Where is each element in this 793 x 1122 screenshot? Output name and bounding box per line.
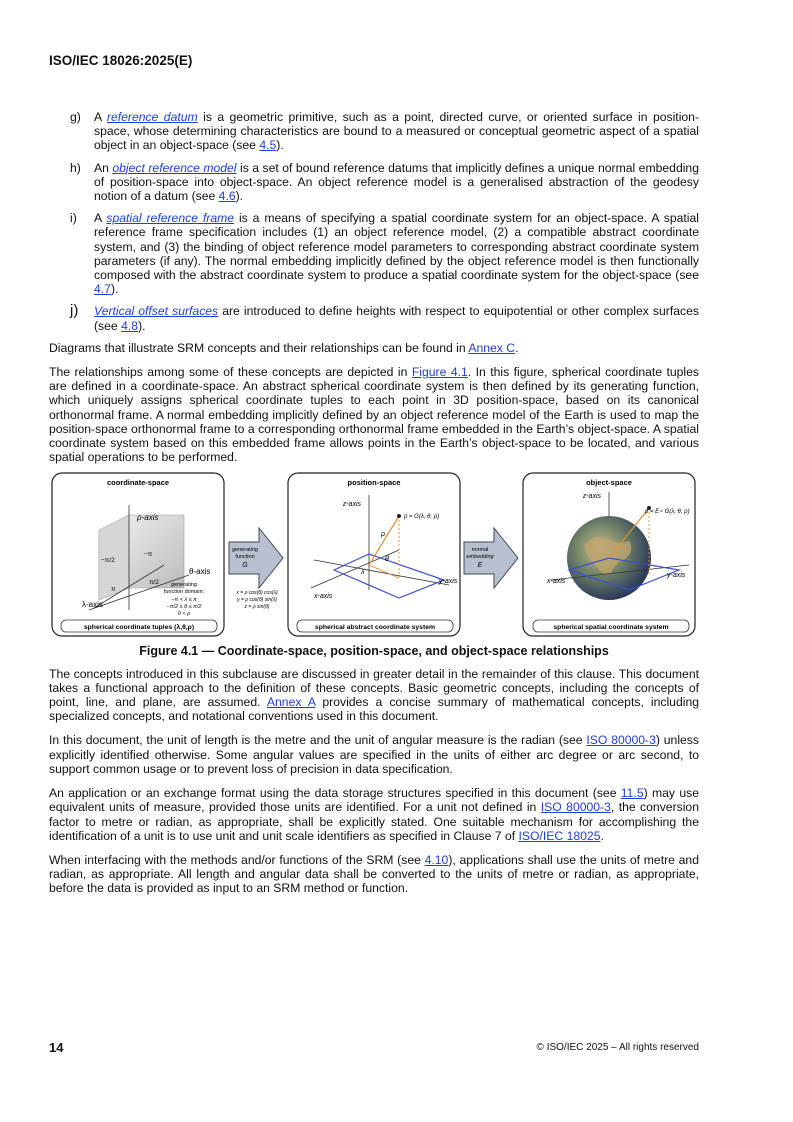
paragraph-relationships — [49, 365, 699, 464]
paragraph-units — [49, 733, 699, 776]
panel-title: position-space — [347, 478, 401, 488]
domain-title-2: function domain: — [163, 589, 205, 596]
normal-embedding-arrow — [464, 528, 518, 588]
text-run: provides a concise summary of mathematical concepts, including specialized concepts, and notational conventions used in this document. — [49, 695, 699, 724]
theta-label: θ — [385, 556, 389, 564]
domain-constraint-3: 0 < ρ — [177, 611, 191, 618]
text-run: are introduced to define heights with respect to equipotential or other complex surfaces (see — [94, 304, 699, 333]
item-label: i) — [70, 211, 77, 226]
text-run: An — [94, 160, 113, 175]
annex-c-link[interactable]: Annex C — [468, 340, 516, 355]
document-header: ISO/IEC 18026:2025(E) — [49, 53, 193, 68]
equation-x: x = ρ cos(θ) cos(λ) — [236, 590, 278, 597]
text-run: ). — [138, 318, 146, 333]
figure-4-1 — [49, 470, 699, 640]
item-label: g) — [70, 110, 81, 124]
text-run: ) may use equivalent units of measure, provided those units are identified. For a unit not defined in — [49, 786, 699, 815]
text-run: ). — [235, 189, 244, 204]
panel-frame — [288, 473, 460, 636]
item-text — [94, 211, 699, 296]
text-run: In this document, the unit of length is the metre and the unit of angular measure is the radian (see — [49, 733, 587, 748]
equation-y: y = ρ cos(θ) sin(λ) — [237, 597, 277, 604]
iso-80000-3-link[interactable]: ISO 80000-3 — [586, 733, 656, 748]
pi-label: π — [111, 586, 116, 594]
term-link[interactable]: spatial reference frame — [106, 211, 235, 226]
list-item-i — [49, 211, 699, 296]
arrow-label-1: generating — [232, 547, 258, 554]
text-run: . — [515, 340, 519, 355]
panel-coordinate-space — [52, 473, 224, 636]
list-item-g — [49, 110, 699, 153]
paragraph-concepts — [49, 667, 699, 724]
theta-axis-label: θ-axis — [189, 567, 211, 577]
section-4-10-link[interactable]: 4.10 — [424, 852, 449, 867]
text-run: ), applications shall use the units of metre and radian, as appropriate. All length and angular data shall be converted to the units of metre or radian, as appropriate, before the data is provided as input to an SRM method or function. — [49, 852, 699, 896]
text-run: ) unless explicitly identified otherwise. Some angular values are specified in the units of either arc degree or arc second, to support common usage or to prevent loss of precision in data specification. — [49, 733, 699, 776]
text-run: . — [600, 828, 604, 843]
panel-footer: spherical spatial coordinate system — [553, 624, 669, 632]
panel-object-space — [523, 473, 695, 636]
rho-label: ρ — [381, 531, 386, 539]
arrow-label-3: E — [477, 562, 483, 570]
lambda-axis-label: λ-axis — [82, 600, 103, 610]
section-link[interactable]: 4.5 — [259, 138, 277, 153]
text-run: When interfacing with the methods and/or functions of the SRM (see — [49, 852, 425, 867]
text-run: Diagrams that illustrate SRM concepts and their relationships can be found in — [49, 340, 469, 355]
item-label: j) — [70, 302, 79, 320]
domain-constraint-1: −π < λ ≤ π — [171, 597, 197, 604]
text-run: An application or an exchange format using the data storage structures specified in this document (see — [49, 786, 621, 801]
item-label: h) — [70, 160, 81, 175]
arrow-label-1: normal — [471, 547, 489, 554]
neg-half-pi-label: −π/2 — [101, 557, 115, 565]
page-number: 14 — [49, 1040, 64, 1055]
point-p-label: p = E∘ G(λ, θ, ρ) — [645, 509, 690, 516]
panel-footer: spherical coordinate tuples (λ,θ,ρ) — [83, 624, 195, 632]
section-link[interactable]: 4.7 — [94, 282, 111, 297]
item-text — [94, 304, 699, 332]
z-axis-label: z-axis — [582, 493, 601, 501]
text-run: . In this figure, spherical coordinate tuples are defined in a coordinate-space. An abstract spherical coordinate system is then defined by its generating function, which uniquely assigns spherical coordinate tuples to each point in 3D position-space, based on its canonical orthonormal frame. A normal embedding implicitly defined by an object reference model of the Earth is used to map the position-space orthonormal frame to a corresponding orthonormal frame embedded in the Earth’s object-space. A spatial coordinate system based on this embedded frame allows points in the Earth’s object-space to be located, and various spatial operations to be performed. — [49, 365, 700, 465]
point-p — [397, 514, 401, 518]
text-run: is a means of specifying a spatial coordinate system for an object-space. A spatial reference frame specification includes (1) an object reference model, (2) a compatible abstract coordinate system, and (3) the binding of object reference model parameters to corresponding abstract coordinate system parameters (if any). The normal embedding implicitly defined by the object reference model is then functionally composed with the abstract coordinate system to produce a spatial coordinate system for the object-space (see — [94, 211, 699, 283]
lambda-label: λ — [361, 569, 365, 577]
arrow-label-2: function — [235, 554, 255, 561]
panel-title: object-space — [586, 478, 632, 488]
text-run: is a set of bound reference datums that implicitly defines a unique normal embedding of position-space into object-space. An object reference model is a generalised abstraction of the geodesy notion of a datum (see — [94, 160, 699, 204]
section-link[interactable]: 4.8 — [121, 318, 139, 333]
equation-z: z = ρ sin(θ) — [244, 604, 270, 611]
paragraph-interfacing — [49, 853, 699, 896]
paragraph-annex-c — [49, 341, 699, 355]
text-run: ). — [276, 138, 284, 153]
text-run: , the conversion factor to metre or radian, as appropriate, shall be explicitly stated. One suitable mechanism for accomplishing the identification of a unit is to use unit and unit scale identifiers as specified in Clause 7 of — [49, 800, 699, 843]
arrow-label-3: G — [242, 562, 248, 570]
section-link[interactable]: 4.6 — [218, 189, 236, 204]
z-axis-label: z-axis — [342, 501, 361, 509]
paragraph-exchange-format — [49, 786, 699, 843]
section-11-5-link[interactable]: 11.5 — [620, 786, 644, 801]
list-item-h — [49, 161, 699, 204]
term-link[interactable]: object reference model — [112, 160, 237, 175]
panel-title: coordinate-space — [106, 478, 170, 488]
annex-a-link[interactable]: Annex A — [266, 695, 316, 710]
iso-iec-18025-link[interactable]: ISO/IEC 18025 — [518, 828, 601, 843]
x-axis-label: x-axis — [547, 578, 566, 586]
figure-caption: Figure 4.1 — Coordinate-space, position-space, and object-space relationships — [139, 644, 609, 659]
text-run: The relationships among some of these concepts are depicted in — [49, 365, 412, 380]
domain-constraint-2: −π/2 ≤ θ ≤ π/2 — [166, 604, 202, 611]
term-link[interactable]: Vertical offset surfaces — [94, 304, 219, 319]
text-run: A — [94, 211, 107, 226]
panel-footer: spherical abstract coordinate system — [314, 624, 436, 632]
generating-function-arrow — [229, 528, 283, 610]
rho-axis-label: ρ-axis — [137, 513, 159, 523]
copyright-notice: © ISO/IEC 2025 – All rights reserved — [536, 1042, 699, 1053]
y-axis-label: y-axis — [667, 572, 686, 580]
list-item-j — [49, 304, 699, 332]
arrow-label-2: embedding — [466, 554, 494, 561]
figure-diagram — [49, 470, 699, 640]
item-text — [94, 161, 699, 204]
figure-link[interactable]: Figure 4.1 — [411, 365, 468, 380]
term-link[interactable]: reference datum — [106, 110, 198, 124]
x-axis-label: x-axis — [314, 593, 333, 601]
panel-position-space — [288, 473, 460, 636]
y-axis-label: y-axis — [439, 578, 458, 586]
item-text — [94, 110, 699, 153]
domain-title: generating — [171, 582, 197, 589]
main-content — [49, 110, 699, 906]
text-run: The concepts introduced in this subclause are discussed in greater detail in the remainder of this clause. This document takes a functional approach to the definition of these concepts. Basic geometric concepts, including the concepts of point, line, and plane, are assumed. — [49, 666, 699, 710]
text-run: is a geometric primitive, such as a point, directed curve, or oriented surface in position-space, whose determining characteristics are bound to a measured or conceptual geometric aspect of a spatial object in an object-space (see — [94, 110, 700, 153]
neg-pi-label: −π — [144, 551, 153, 559]
point-p-label: p = G(λ, θ, ρ) — [404, 514, 440, 521]
text-run: A — [94, 110, 107, 124]
half-pi-label: π/2 — [149, 579, 159, 587]
iso-80000-3-link[interactable]: ISO 80000-3 — [540, 800, 611, 815]
text-run: ). — [110, 282, 119, 297]
